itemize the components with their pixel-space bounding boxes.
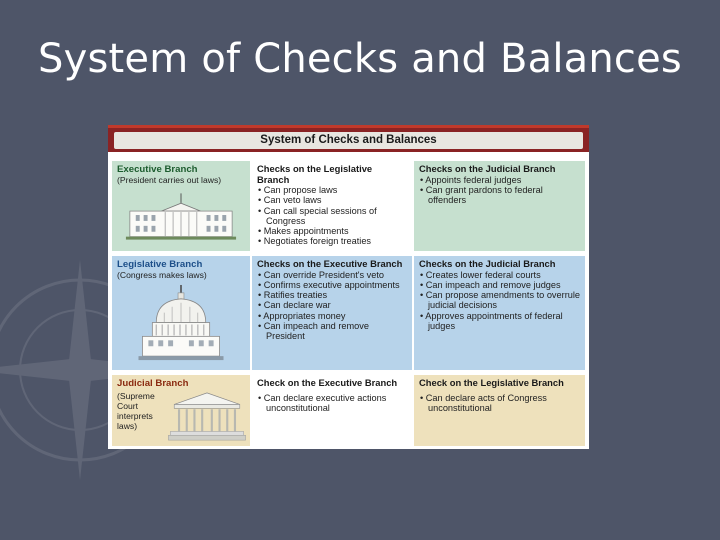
list-item: • Can declare acts of Congress unconstitutional — [419, 393, 580, 414]
list-item: • Can impeach and remove President — [257, 321, 407, 342]
list-item: • Can propose amendments to overrule judicial decisions — [419, 290, 580, 311]
list-item: • Makes appointments — [257, 226, 407, 236]
legislative-checks-judicial-cell — [414, 256, 585, 370]
executive-branch-cell — [112, 161, 250, 251]
branch-description: (Congress makes laws) — [117, 270, 207, 280]
cell-heading: Check on the Executive Branch — [257, 377, 398, 388]
list-item: • Negotiates foreign treaties — [257, 236, 407, 246]
list-item: • Ratifies treaties — [257, 290, 407, 300]
capitol-icon — [136, 283, 226, 367]
list-item: • Confirms executive appointments — [257, 280, 407, 290]
list-item: • Can call special sessions of Congress — [257, 206, 407, 227]
judicial-checks-executive-cell — [252, 375, 412, 446]
cell-heading: Checks on the Judicial Branch — [419, 258, 556, 269]
figure-title: System of Checks and Balances — [260, 134, 437, 146]
list-item: • Creates lower federal courts — [419, 270, 580, 280]
list-item: • Can declare war — [257, 300, 407, 310]
cell-heading: Checks on the Legislative Branch — [257, 163, 373, 185]
judicial-checks-legislative-cell — [414, 375, 585, 446]
white-house-icon — [122, 191, 240, 241]
cell-heading: Checks on the Executive Branch — [257, 258, 403, 269]
supreme-court-icon — [168, 389, 246, 443]
branch-description: (President carries out laws) — [117, 175, 222, 185]
cell-heading: Checks on the Judicial Branch — [419, 163, 556, 174]
branch-name: Judicial Branch — [117, 378, 189, 389]
executive-checks-legislative-cell — [252, 161, 412, 251]
list-item: • Approves appointments of federal judges — [419, 311, 580, 332]
legislative-branch-cell — [112, 256, 250, 370]
list-item: • Appoints federal judges — [419, 175, 580, 185]
branch-description: (Supreme Court interprets laws) — [117, 391, 155, 431]
list-item: • Can grant pardons to federal offenders — [419, 185, 580, 206]
executive-checks-judicial-cell — [414, 161, 585, 251]
cell-heading: Check on the Legislative Branch — [419, 377, 564, 388]
list-item: • Appropriates money — [257, 311, 407, 321]
figure-header — [108, 125, 589, 152]
list-item: • Can propose laws — [257, 185, 407, 195]
branch-name: Executive Branch — [117, 164, 198, 175]
list-item: • Can veto laws — [257, 195, 407, 205]
checks-balances-figure — [108, 125, 589, 449]
legislative-checks-executive-cell — [252, 256, 412, 370]
slide-title: System of Checks and Balances — [38, 36, 682, 82]
list-item: • Can impeach and remove judges — [419, 280, 580, 290]
judicial-branch-cell — [112, 375, 250, 446]
list-item: • Can override President's veto — [257, 270, 407, 280]
branch-name: Legislative Branch — [117, 259, 203, 270]
list-item: • Can declare executive actions unconstitutional — [257, 393, 407, 414]
